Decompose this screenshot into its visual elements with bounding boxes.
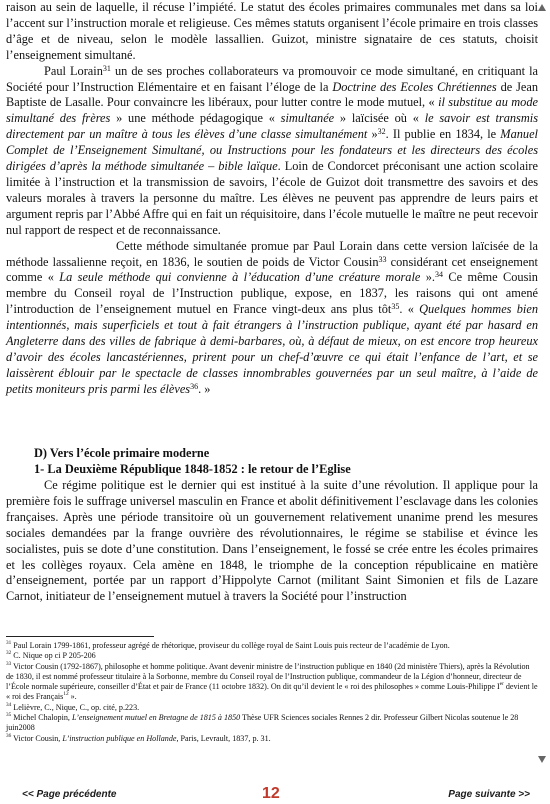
text-run: Ce même Cousin membre du Conseil royal de l’Instruction publique, expose, en 1837, les raisons qui ont amené l’introduction de l’enseignement mutuel en France vingt-deux ans plus tôt bbox=[6, 270, 538, 317]
footnotes bbox=[6, 641, 538, 744]
text-run: Paul Lorain bbox=[44, 63, 103, 78]
footnote-text: devient le « roi des Français bbox=[6, 682, 538, 702]
footnote-text: Paul Lorain 1799-1861, professeur agrégé de rhétorique, proviseur du collège royal de Saint Louis puis recteur de l’académie de Lyon. bbox=[11, 641, 450, 650]
italic-run: Doctrine des Ecoles Chrétiennes bbox=[332, 79, 497, 94]
italic-run: Quelques hommes bien intentionnés, mais superficiels et tout à fait étrangers à l’instruction publique, ayant été par hasard en Angleterre dans des villes de fabrique à demi-barbares, où, à défaut de mieux, on est encore trop heureux d’avoir des écoles lancastériennes, prirent pour un chef-d’œuvre ce qui était l’enfance de l’art, et se laissèrent éblouir par le spectacle de classes innombrables gouvernées par un seul maître, à l’aide de petits moniteurs pris parmi les élèves bbox=[6, 302, 538, 396]
text-run: ». bbox=[420, 270, 436, 285]
text-run: un de ses proches collaborateurs va promouvoir ce mode simultané, en critiquant la Société pour l’Instruction Elémentaire et en faisant l’éloge de la bbox=[6, 63, 538, 94]
text-run: considérant cet enseignement comme « bbox=[6, 254, 538, 285]
scroll-up-arrow-icon[interactable] bbox=[538, 4, 546, 11]
next-page-link[interactable]: Page suivante >> bbox=[448, 789, 530, 800]
text-run: . Il publie en 1834, le bbox=[385, 127, 501, 142]
subsection-heading: 1- La Deuxième République 1848-1852 : le retour de l’Eglise bbox=[34, 462, 351, 476]
footnote-32 bbox=[6, 651, 538, 661]
footnote-text: C. Nique op ci P 205-206 bbox=[11, 651, 96, 661]
footnote-35 bbox=[6, 713, 538, 734]
footnote-ref[interactable]: 33 bbox=[378, 254, 387, 264]
footnote-number: 35 bbox=[6, 712, 12, 719]
superscript: 12 bbox=[63, 691, 69, 698]
footnote-text: Victor Cousin (1792-1867), philosophe et homme politique. Avant devenir ministre de l’instruction publique en 1840 (2d ministère Thiers), après la Révolution de 1830, il est nommé professeur titulaire à la Sorbonne, membre du Conseil royal de l’Instruction publique, commandeur de la Légion d’honneur, directeur de l’École normale supérieure, conseiller d’État et pair de France (11 octobre 1832). On dit qu’il devient le « roi des philosophes » comme Louis-Philippe I bbox=[6, 661, 530, 692]
text-run: . » bbox=[198, 381, 211, 396]
footnote-34 bbox=[6, 703, 538, 713]
footnote-ref[interactable]: 32 bbox=[377, 127, 386, 137]
text-run: » bbox=[367, 127, 378, 142]
text-run: de Jean Baptiste de Lasalle. Pour convaincre les libéraux, pour lutter contre le mode mutuel, « bbox=[6, 79, 538, 110]
text-run: Ce régime politique est le dernier qui est institué à la suite d’une révolution. Il applique pour la première fois le suffrage universel masculin en France et abolit définitivement l’esclavage dans les colonies françaises. Après une période transitoire où un gouvernement relativement unanime prend les mesures sociales demandées par la frange ouvrière des révolutionnaires, le régime se stabilise et évince les socialistes, puis se dote d’une constitution. Dans l’enseignement, le fossé se crée entre les écoles primaires et les collèges royaux. Cela amène en 1848, le triomphe de la conception républicaine en matière d’enseignement, portée par un rapport d’Hippolyte Carnot (militant Saint Simonien et fils de Lazare Carnot, initiateur de l’enseignement mutuel à travers la Société pour l’instruction bbox=[6, 478, 538, 604]
footnote-ref[interactable]: 36 bbox=[190, 381, 199, 391]
footnote-text: Michel Chalopin, bbox=[11, 713, 72, 723]
text-run: raison au sein de laquelle, il récuse l’impiété. Le statut des écoles primaires communales met dans sa loi l’accent sur l’instruction morale et religieuse. Ces mêmes statuts organisent l’école primaire en trois classes d’âge et de niveau, selon le modèle lassallien. Guizot, ministre signataire de ces statuts, choisit l’enseignement simultané. bbox=[6, 0, 538, 62]
page-footer bbox=[0, 786, 550, 804]
text-run: Cette méthode simultanée promue par Paul Lorain dans cette version laïcisée de la méthode lassalienne reçoit, en 1836, le soutien de poids de Victor Cousin bbox=[6, 238, 538, 269]
italic-run: La seule méthode qui convienne à l’éducation d’une créature morale bbox=[59, 270, 421, 285]
body-text-2 bbox=[6, 478, 538, 605]
footnote-text: Lelièvre, C., Nique, C., op. cité, p.223. bbox=[11, 702, 140, 712]
paragraph bbox=[6, 239, 538, 398]
footnote-number: 34 bbox=[6, 701, 12, 708]
footnote-ref[interactable]: 35 bbox=[391, 302, 400, 312]
footnote-33 bbox=[6, 662, 538, 703]
page-number: 12 bbox=[262, 785, 280, 802]
footnote-text: ». bbox=[68, 692, 77, 702]
footnote-ref[interactable]: 31 bbox=[102, 63, 111, 73]
text-run: » laïcisée où « bbox=[334, 111, 425, 126]
footnote-number: 33 bbox=[6, 660, 12, 667]
text-run: . « bbox=[399, 302, 420, 317]
footnote-text: Victor Cousin, bbox=[11, 733, 63, 743]
body-text bbox=[6, 0, 538, 398]
superscript: er bbox=[499, 681, 504, 688]
footnote-ref[interactable]: 34 bbox=[435, 270, 444, 280]
footnote-text: , Paris, Levrault, 1837, p. 31. bbox=[176, 733, 271, 743]
footnote-number: 36 bbox=[6, 732, 12, 739]
footnote-number: 32 bbox=[6, 650, 12, 657]
section-heading: D) Vers l’école primaire moderne bbox=[34, 446, 210, 460]
text-run: » une méthode pédagogique « bbox=[110, 111, 281, 126]
paragraph bbox=[6, 64, 538, 239]
scroll-down-arrow-icon[interactable] bbox=[538, 756, 546, 763]
italic-run: Manuel Complet de l’Enseignement Simultané, ou Instructions pour les fondateurs et les directeurs des écoles dirigées d’après la méthode simultanée – bible laïque bbox=[6, 127, 538, 174]
footnote-italic: L’enseignement mutuel en Bretagne de 1815 à 1850 bbox=[71, 713, 241, 723]
footnote-36 bbox=[6, 734, 538, 744]
previous-page-link[interactable]: << Page précédente bbox=[22, 789, 117, 800]
italic-run: le savoir est transmis directement par un maître à tous les élèves d’une classe simultanément bbox=[6, 111, 538, 142]
paragraph bbox=[6, 0, 538, 64]
footnote-number: 31 bbox=[6, 640, 12, 646]
footnote-31 bbox=[6, 641, 538, 651]
italic-run: simultanée bbox=[280, 111, 335, 126]
italic-run: il substitue au mode simultané des frères bbox=[6, 95, 538, 126]
footnote-separator bbox=[6, 636, 154, 637]
text-run: . Loin de Condorcet préconisant une action scolaire limitée à l’instruction et la transmission de savoirs, l’école de Guizot doit transmettre des savoirs et des valeurs morales à travers la personne du maître. Les élèves ne peuvent pas apprendre de leurs pairs et argument repris par l’Abbé Affre qui en fait un réquisitoire, dans l’école mutuelle le maître ne peut recevoir nul rapport de respect et de reconnaissance. bbox=[6, 159, 538, 237]
footnote-italic: L’instruction publique en Hollande bbox=[62, 733, 177, 743]
footnote-text: Thèse UFR Sciences sociales Rennes 2 dir. Professeur Gilbert Nicolas soutenue le 28 juin2008 bbox=[6, 713, 519, 733]
paragraph bbox=[6, 478, 538, 605]
